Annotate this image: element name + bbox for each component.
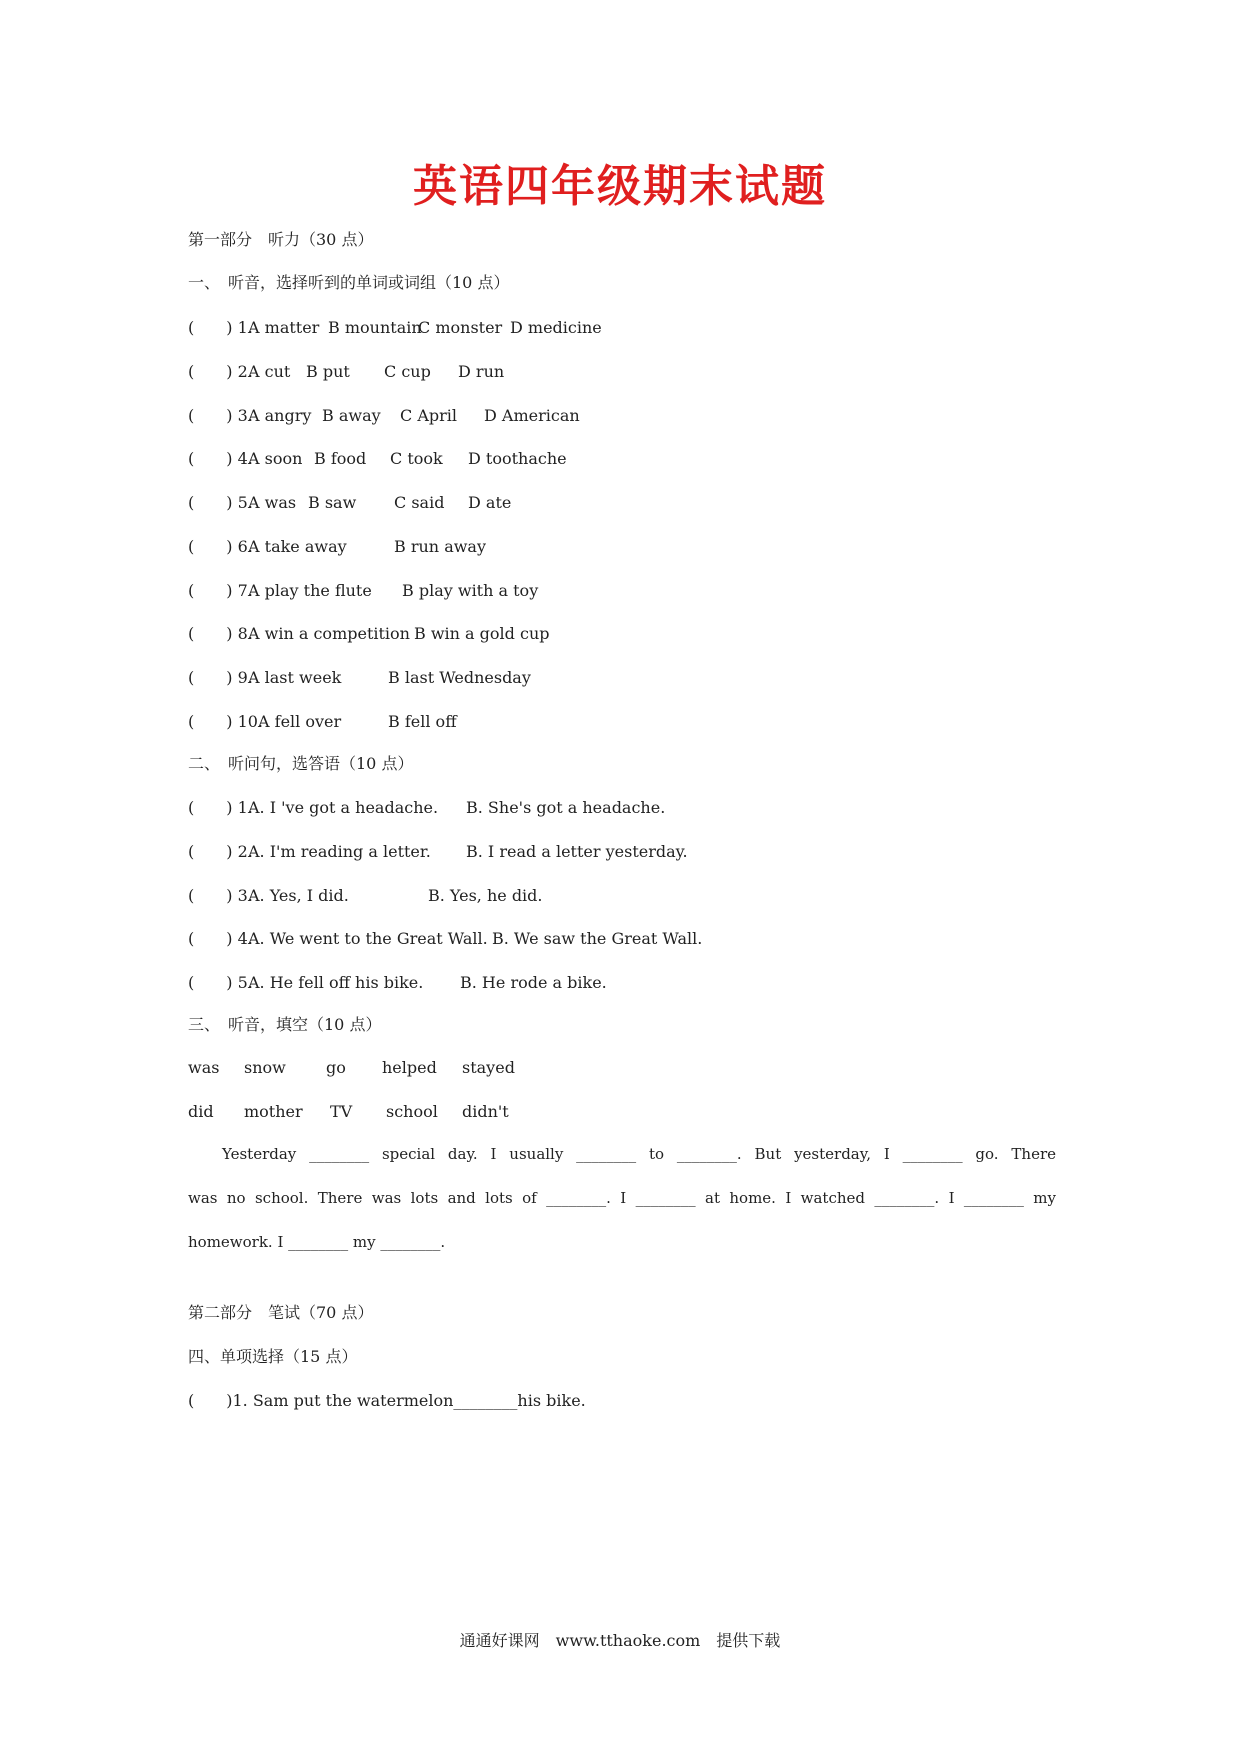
item-number: ( ) 2. (188, 842, 253, 861)
option-a: A. I 've got a headache. (248, 798, 439, 817)
section4-heading: 四、单项选择（15 点） (188, 1347, 358, 1366)
option-b: B run away (394, 537, 486, 556)
item-number: ( ) 4. (188, 449, 253, 468)
option-b: B put (306, 362, 350, 381)
item-number: ( ) 5. (188, 973, 253, 992)
word-bank-word: go (326, 1058, 346, 1077)
option-a: A angry (248, 406, 312, 425)
option-b: B away (322, 406, 381, 425)
option-b: B. He rode a bike. (460, 973, 607, 992)
item-number: ( ) 7. (188, 581, 253, 600)
option-a: A. Yes, I did. (248, 886, 349, 905)
option-c: C April (400, 406, 458, 425)
passage-line: homework. I ________ my ________. (188, 1233, 446, 1251)
part2-heading: 第二部分 笔试（70 点） (188, 1303, 374, 1322)
option-a: A last week (248, 668, 342, 687)
word-bank-word: was (188, 1058, 220, 1077)
option-a: A win a competition (248, 624, 410, 643)
item-number: ( ) 1. (188, 798, 253, 817)
option-d: D medicine (510, 318, 602, 337)
item-number: ( ) 5. (188, 493, 253, 512)
item-number: ( ) 9. (188, 668, 253, 687)
option-a: A soon (248, 449, 303, 468)
option-d: D toothache (468, 449, 567, 468)
item-number: ( ) 8. (188, 624, 253, 643)
option-a: A take away (248, 537, 347, 556)
option-c: C cup (384, 362, 431, 381)
option-b: B. I read a letter yesterday. (466, 842, 688, 861)
option-b: B. We saw the Great Wall. (492, 929, 703, 948)
option-c: C said (394, 493, 445, 512)
option-d: D American (484, 406, 580, 425)
item-number: ( ) 3. (188, 886, 253, 905)
option-b: B fell off (388, 712, 457, 731)
word-bank-word: stayed (462, 1058, 515, 1077)
passage-line: was no school. There was lots and lots of ________. I ________ at home. I watched ________. I ________ my (188, 1189, 1056, 1207)
item-number: ( ) 4. (188, 929, 253, 948)
option-a: A play the flute (248, 581, 372, 600)
option-d: D run (458, 362, 505, 381)
section2-heading: 二、 听问句，选答语（10 点） (188, 754, 414, 773)
word-bank-word: TV (330, 1102, 353, 1121)
option-c: C took (390, 449, 443, 468)
word-bank-word: school (386, 1102, 438, 1121)
page-footer: 通通好课网 www.tthaoke.com 提供下载 (459, 1631, 781, 1650)
passage-line: Yesterday ________ special day. I usually ________ to ________. But yesterday, I ________ go. There (222, 1145, 1056, 1163)
word-bank-word: didn't (462, 1102, 509, 1121)
part1-heading: 第一部分 听力（30 点） (188, 230, 374, 249)
section1-heading: 一、 听音，选择听到的单词或词组（10 点） (188, 273, 510, 292)
item-number: ( ) 3. (188, 406, 253, 425)
option-a: A matter (248, 318, 320, 337)
item-number: ( ) 2. (188, 362, 253, 381)
option-c: C monster (418, 318, 503, 337)
word-bank-word: helped (382, 1058, 437, 1077)
option-b: B play with a toy (402, 581, 539, 600)
item-number: ( ) 6. (188, 537, 253, 556)
word-bank-word: mother (244, 1102, 303, 1121)
option-b: B food (314, 449, 367, 468)
option-b: B mountain (328, 318, 422, 337)
item-number: ( ) 10. (188, 712, 264, 731)
option-a: A was (248, 493, 297, 512)
option-b: B win a gold cup (414, 624, 550, 643)
section3-heading: 三、 听音，填空（10 点） (188, 1015, 382, 1034)
option-a: A. He fell off his bike. (248, 973, 424, 992)
option-b: B. She's got a headache. (466, 798, 666, 817)
option-b: B last Wednesday (388, 668, 531, 687)
section4-item: ( )1. Sam put the watermelon________his bike. (188, 1391, 586, 1410)
word-bank-word: did (188, 1102, 214, 1121)
option-a: A fell over (258, 712, 342, 731)
page-title: 英语四年级期末试题 (413, 161, 827, 212)
option-a: A. We went to the Great Wall. (248, 929, 488, 948)
word-bank-word: snow (244, 1058, 286, 1077)
option-b: B. Yes, he did. (428, 886, 543, 905)
option-a: A cut (248, 362, 291, 381)
option-d: D ate (468, 493, 512, 512)
item-number: ( ) 1. (188, 318, 253, 337)
option-a: A. I'm reading a letter. (248, 842, 431, 861)
option-b: B saw (308, 493, 357, 512)
